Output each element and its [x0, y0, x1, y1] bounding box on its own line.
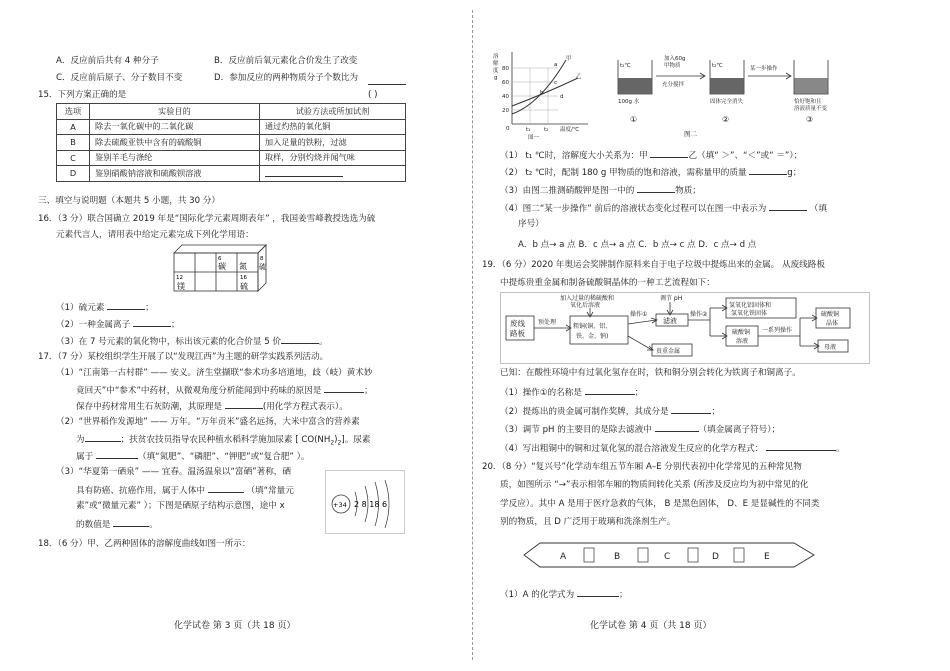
flow-node-filtrate: 滤液 — [663, 317, 677, 325]
q15-options-table — [56, 103, 406, 182]
table-row — [57, 166, 406, 182]
page-footer-left: 化学试卷 第 3 页（共 18 页） — [174, 621, 296, 631]
q16-a3-blank[interactable] — [281, 335, 319, 344]
table-header: 试验方法或所加试剂 — [259, 104, 405, 120]
q19-known: 已知：在酸性环境中有过氧化氢存在时，铁和铜分别会转化为铁离子和铜离子。 — [500, 368, 801, 378]
q20-a1-blank[interactable] — [577, 588, 619, 597]
q17-line2: 竟回天”中“参术”中药材，从微观角度分析能闻到中药味的原因是 ； — [76, 386, 373, 396]
q19-q2: （2）提炼出的贵金属可制作奖牌，其成分是 ； — [500, 407, 721, 417]
cell-16-symbol: 硫 — [240, 282, 248, 291]
cell-12-number: 12 — [176, 275, 183, 281]
flow-reagent-label: 加入过量的稀硫酸和 — [560, 295, 615, 302]
exam-page-4 — [478, 0, 950, 671]
q17-line1: （1）“江南第一古村群” —— 安义。济生堂撷联“参术功多培道地，歧（岐）黄术妙 — [56, 368, 373, 378]
x-tick-t2: t₂ — [544, 127, 549, 133]
process-flowchart — [500, 292, 870, 364]
table-header: 实验目的 — [90, 104, 260, 120]
q17-line5: 为 ；扶贫农技员指导农民种植水稻科学施加尿素 [ $CO(NH_2)_2$]。尿素 — [76, 435, 371, 447]
cell-6-number: 6 — [218, 256, 222, 262]
q19-q4: （4）写出粗铜中的铜和过氧化氢的混合溶液发生反应的化学方程式： 。 — [500, 444, 845, 454]
solubility-curve-figure — [492, 48, 594, 140]
q20-line2: 质，如图所示 “→”表示相邻车厢的物质间转化关系 (所涉及反应均为初中常见的化 — [500, 480, 809, 490]
q20-a1: （1）A 的化学式为 ； — [500, 590, 628, 600]
flow-step-op2: 操作② — [690, 311, 708, 318]
beaker1-label: 100g 水 — [618, 99, 640, 105]
train-car-b: B — [614, 552, 621, 562]
cell-8-symbol: 硫 — [259, 263, 266, 271]
q17-line6: 属于 （填“氮肥”、“磷肥”、“钾肥”或“复合肥” ）。 — [76, 452, 310, 462]
point-c-label: c — [554, 80, 558, 86]
q16-a2: （2）一种金属离子 ； — [56, 320, 180, 330]
step1-label: 充分搅拌 — [662, 82, 685, 88]
q16-line1: 16．（3 分）联合国确立 2019 年是“国际化学元素周期表年” ，我国姜雪峰教授选选为硫 — [38, 214, 376, 224]
y-axis-label: 度 — [493, 68, 499, 74]
q18-a3-blank[interactable] — [637, 184, 675, 193]
flow-ph-label: 调节 pH — [660, 295, 683, 302]
element-table-figure — [170, 243, 270, 293]
train-car-d: D — [712, 552, 719, 562]
y-axis-unit: g — [494, 75, 498, 81]
exam-page-3 — [0, 0, 470, 671]
step2-label: 某一步操作 — [750, 66, 778, 72]
q17-line4: （2）“世界稻作发源地” —— 万年。“万年贡米”盛名远扬，大米中富含的营养素 — [56, 417, 360, 427]
q17-line9: 素”或“微量元素” ）；下图是硒原子结构示意图，途中 x — [76, 501, 285, 511]
page-divider — [472, 10, 473, 660]
origin-label: 0 — [506, 126, 510, 132]
q16-a1: （1）硫元素 ； — [56, 303, 154, 313]
beaker3-label: 恰好饱和且 — [794, 99, 822, 105]
flow-node-waste-board: 路板 — [510, 329, 525, 338]
page-footer-right: 化学试卷 第 4 页（共 18 页） — [590, 621, 712, 631]
beaker2-label: 固体完全消失 — [710, 99, 744, 105]
q15-stem: 15．下列方案正确的是 — [38, 90, 127, 100]
flow-node-cuso4-solution: 硫酸铜 — [732, 329, 751, 336]
flow-node-crude-copper: 粗铜(铜、铝、 — [573, 323, 612, 330]
table-row — [57, 150, 406, 166]
flow-step-series: 一系列操作 — [762, 327, 793, 334]
q19-q2-blank[interactable] — [671, 405, 711, 414]
cell-7-symbol: 氮 — [239, 262, 247, 271]
section-3-heading: 三、填空与说明题（本题共 5 小题，共 30 分） — [38, 196, 221, 206]
q16-a2-blank[interactable] — [133, 318, 171, 327]
y-tick: 60 — [502, 80, 509, 86]
nucleus-label: +34 — [333, 501, 347, 509]
q16-a3: （3）在 7 号元素的氧化物中，标出该元素的化合价显 5 价 。 — [56, 337, 328, 347]
table-cell: C — [57, 150, 90, 166]
q15-answer-paren[interactable]: ( ) — [368, 90, 378, 100]
beaker3-label: 溶液质量不变 — [794, 106, 828, 112]
table-cell: 取样，分别灼烧并闻气味 — [259, 150, 405, 166]
q14-option-d: D．参加反应的两种物质分子个数比为 — [214, 73, 359, 83]
y-axis-label: 解 — [493, 61, 499, 67]
flow-node-hydroxides: 氢氧化铝固体和 — [729, 302, 772, 309]
flow-node-crude-copper: 铁、金、钠) — [576, 333, 609, 340]
cell-6-symbol: 碳 — [218, 262, 226, 271]
q19-q3: （3）调节 pH 的主要目的是除去滤液中 （填金属离子符号）； — [500, 425, 781, 435]
beaker1-number: ① — [630, 115, 638, 124]
bullet-train-figure — [518, 538, 818, 572]
q17-blank-3[interactable] — [85, 433, 121, 442]
flow-reagent-label: 氧化后溶液 — [570, 302, 601, 309]
q18-a4: （4）图二“某一步操作” 前后的溶液状态变化过程可以在图一中表示为 （填 — [500, 204, 827, 214]
y-tick: 20 — [502, 108, 509, 114]
cell-8-number: 8 — [260, 256, 264, 262]
flow-node-hydroxides: 氢氧化铁固体 — [731, 310, 768, 317]
beaker3-number: ③ — [806, 115, 814, 124]
q18-a2: （2） t₂ ℃时，配制 180 g 甲物质的饱和溶液，需称量甲的质量 g； — [500, 168, 802, 178]
point-b-label: b — [540, 90, 544, 96]
q19-line1: 19．（6 分）2020 年奥运会奖牌制作原料来自于电子垃圾中提炼出来的金属。 从废线路板 — [482, 260, 825, 270]
q14-option-b: B．反应前后氧元素化合价发生了改变 — [214, 56, 358, 66]
q17-blank-6[interactable] — [113, 518, 149, 527]
table-cell: A — [57, 119, 90, 135]
q14-option-a: A．反应前后共有 4 种分子 — [56, 56, 159, 66]
q19-q3-blank[interactable] — [655, 423, 699, 432]
q17-line8: 具有防癌、抗癌作用，属于人体中 （填“常量元 — [76, 486, 294, 496]
q20-line3: 学反应）。其中 A 是用于医疗急救的气体， B 是黑色固体， D、E 是显碱性的不同类 — [500, 499, 820, 509]
step1-label: 甲物质 — [664, 63, 681, 69]
q18-stem: 18．（6 分）甲、乙两种固体的溶解度曲线如图一所示： — [38, 539, 251, 549]
flow-node-cuso4-solution: 溶液 — [736, 338, 749, 345]
x-tick-t1: t₁ — [526, 127, 531, 133]
q18-a1-blank[interactable] — [650, 149, 688, 158]
q16-a1-blank[interactable] — [107, 301, 145, 310]
figure-1-caption: 图一 — [528, 135, 540, 140]
table-row — [57, 119, 406, 135]
table-cell: 加入足量的铁粉，过滤 — [259, 135, 405, 151]
table-cell-blank[interactable] — [259, 166, 405, 182]
q17-blank-1[interactable] — [324, 384, 364, 393]
q17-line10: 的数值是 。 — [76, 520, 158, 530]
flow-step-pretreat: 预处理 — [538, 319, 557, 326]
cell-16-number: 16 — [240, 275, 247, 281]
q18-options: A．b 点→ a 点 B．c 点→ a 点 C．b 点→ c 点 D．c 点→ d 点 — [518, 240, 757, 250]
step1-label: 加入60g — [664, 56, 686, 62]
q19-q4-blank[interactable] — [766, 442, 836, 451]
y-tick: 80 — [502, 66, 509, 72]
q18-a1: （1） t₁ ℃时，溶解度大小关系为：甲 乙（填“ ＞”、“＜”或“ ＝”）； — [500, 151, 803, 161]
q17-blank-4[interactable] — [96, 450, 138, 459]
figure-2-caption: 图二 — [684, 130, 697, 138]
table-cell: 鉴别硝酸钠溶液和硫酸钡溶液 — [90, 166, 260, 182]
cell-12-symbol: 镁 — [177, 282, 185, 291]
q18-a4-cont: 序号） — [518, 219, 544, 229]
y-tick: 40 — [502, 94, 509, 100]
flow-step-op1: 操作① — [630, 311, 648, 318]
table-header: 选项 — [57, 104, 90, 120]
train-car-e: E — [764, 552, 770, 562]
flow-node-crystal: 硫酸铜 — [821, 311, 840, 318]
q18-a3: （3）由图二推测硝酸钾是图一中的 物质； — [500, 186, 701, 196]
temp-label: t₂℃ — [712, 63, 723, 69]
q18-a2-blank[interactable] — [749, 166, 787, 175]
x-axis-label: 温度/℃ — [560, 127, 580, 133]
q14-answer-blank[interactable] — [368, 76, 406, 85]
series-label-jia: 甲 — [566, 56, 572, 62]
q17-line3: 保存中药材常用生石灰防潮，其原理是 (用化学方程式表示）。 — [76, 402, 348, 412]
point-a-label: a — [554, 62, 558, 68]
q19-line2: 中提炼贵重金属和制备硫酸铜晶体的一种工艺流程如下： — [500, 278, 715, 288]
point-d-label: d — [560, 94, 564, 100]
table-cell: 通过灼热的氧化铜 — [259, 119, 405, 135]
table-header-row — [57, 104, 406, 120]
kno3-process-figure — [608, 48, 836, 140]
q20-line1: 20．（8 分）“复兴号”化学动车组五节车厢 A–E 分别代表初中化学常见的五种常见物 — [482, 462, 802, 472]
table-row — [57, 135, 406, 151]
shell-electron-counts: 2 8 18 6 — [354, 500, 388, 509]
selenium-atom-diagram — [325, 470, 405, 534]
flow-node-mother-liquor: 母液 — [824, 344, 837, 351]
flow-node-waste-board: 废线 — [510, 319, 525, 328]
q17-line7: （3）“华夏第一硒泉” —— 宜春。温汤温泉以“富硒”著称，硒 — [56, 467, 291, 477]
beaker2-number: ② — [722, 115, 730, 124]
q17-blank-5[interactable] — [208, 484, 244, 493]
table-cell: 除去一氧化碳中的二氧化碳 — [90, 119, 260, 135]
temp-label: t₂℃ — [620, 63, 631, 69]
table-cell: 除去硫酸亚铁中含有的硫酸铜 — [90, 135, 260, 151]
table-cell: 鉴别羊毛与涤纶 — [90, 150, 260, 166]
q17-blank-2[interactable] — [225, 400, 263, 409]
q19-q1-blank[interactable] — [585, 386, 635, 395]
q18-a4-blank[interactable] — [769, 202, 807, 211]
y-axis-label: 溶 — [493, 54, 499, 60]
flow-node-crystal: 晶体 — [826, 320, 839, 327]
series-label-yi: 乙 — [576, 74, 582, 80]
flow-node-precious-metal: 贵重金属 — [656, 348, 681, 355]
table-cell: D — [57, 166, 90, 182]
train-car-a: A — [560, 552, 567, 562]
q19-q1: （1）操作①的名称是 ； — [500, 388, 644, 398]
q20-line4: 别的物质，且 D 广泛用于玻璃和洗涤剂生产。 — [500, 517, 676, 527]
q16-line2: 元素代言人，请用表中给定元素完成下列化学用语： — [56, 230, 254, 240]
q14-option-c: C．反应前后原子、分子数目不变 — [56, 73, 183, 83]
train-car-c: C — [664, 552, 671, 562]
q17-stem: 17．（7 分）某校组织学生开展了以“发现江西”为主题的研学实践系列活动。 — [38, 352, 329, 362]
table-cell: B — [57, 135, 90, 151]
